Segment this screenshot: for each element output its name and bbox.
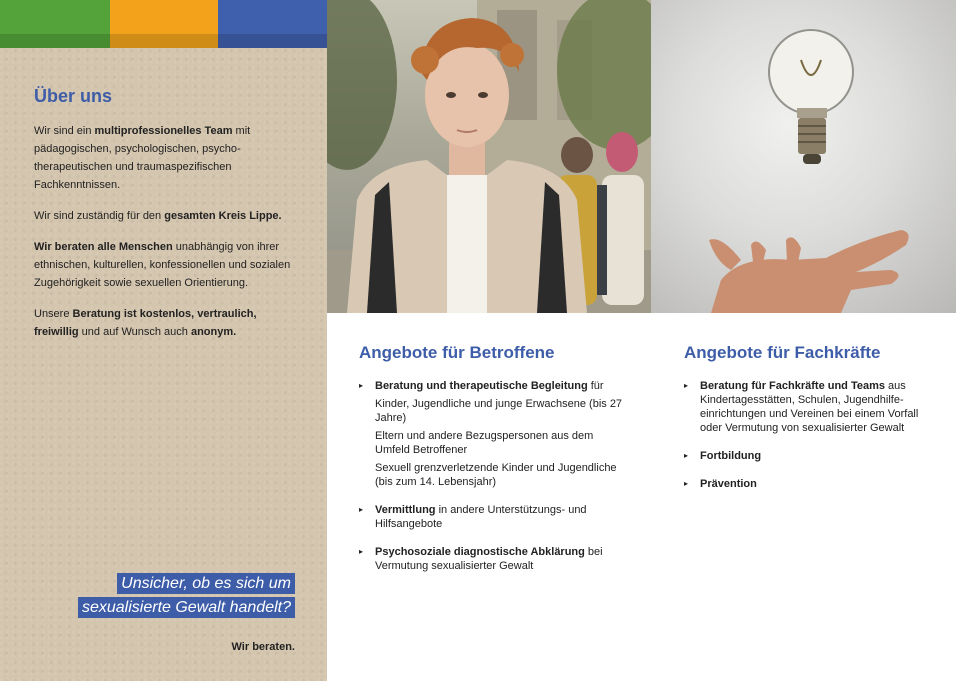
text-bold: Vermittlung	[375, 504, 436, 516]
list-item	[684, 477, 934, 491]
sub-item: Eltern und andere Bezugspersonen aus dem Umfeld Betroffener	[375, 430, 594, 456]
closing-text: Wir beraten.	[231, 641, 295, 653]
slogan-line-2: sexualisierte Gewalt handelt?	[78, 597, 295, 618]
teenager-illustration	[327, 0, 651, 313]
text: Wir sind ein	[34, 125, 95, 137]
about-paragraph-team	[34, 122, 304, 194]
slogan-line-1: Unsicher, ob es sich um	[117, 573, 295, 594]
color-bars	[0, 0, 327, 48]
bullet-icon: ▸	[359, 505, 364, 514]
about-text	[34, 122, 304, 354]
photo-teenager	[327, 0, 651, 313]
about-paragraph-everyone	[34, 238, 304, 292]
text-bold: Beratung für Fachkräfte und Teams	[700, 380, 885, 392]
color-bar-orange	[110, 0, 218, 48]
text: Wir sind zuständig für den	[34, 210, 165, 222]
sub-item: Sexuell grenzverletzende Kinder und Jugendliche (bis zum 14. Lebensjahr)	[375, 462, 617, 488]
about-title: Über uns	[34, 86, 113, 106]
text: und auf Wunsch auch	[78, 326, 191, 338]
text-bold: anonym.	[190, 326, 237, 338]
list-item	[684, 449, 934, 463]
bullet-icon: ▸	[684, 381, 689, 390]
text-bold: Prävention	[700, 478, 757, 490]
color-bar-green	[0, 0, 110, 48]
slogan	[78, 573, 295, 621]
text-bold: multiprofessionelles Team	[94, 125, 233, 137]
about-paragraph-region	[34, 207, 304, 225]
text-bold: Beratung ist kostenlos, vertraulich, freiwillig	[34, 308, 257, 338]
bullet-icon: ▸	[684, 479, 689, 488]
text: mit pädagogischen, psychologischen, psycho-therapeutischen und traumaspezifischen Fachkenntnissen.	[34, 125, 251, 191]
bullet-icon: ▸	[359, 381, 364, 390]
list-item	[359, 503, 629, 531]
text: aus Kindertagesstätten, Schulen, Jugendhilfe-einrichtungen und Vereinen bei einem Vorfall oder Vermutung von sexualisierter Gewalt	[700, 380, 919, 434]
about-paragraph-free	[34, 305, 304, 341]
fachkraefte-list	[684, 379, 934, 505]
text: bei Vermutung sexualisierter Gewalt	[375, 546, 603, 572]
photo-light-bulb	[651, 0, 956, 313]
list-item	[359, 545, 629, 573]
fachkraefte-title: Angebote für Fachkräfte	[684, 343, 881, 362]
text: in andere Unterstützungs- und Hilfsangebote	[375, 504, 587, 530]
betroffene-title: Angebote für Betroffene	[359, 343, 555, 362]
text: Unsere	[34, 308, 73, 320]
text: für	[587, 380, 604, 392]
bullet-icon: ▸	[359, 547, 364, 556]
text: unabhängig von ihrer ethnischen, kulturellen, konfessionellen und sozialen Zugehörigkeit sowie sexuellen Orientierung.	[34, 241, 291, 289]
list-item	[684, 379, 934, 435]
text-bold: Psychosoziale diagnostische Abklärung	[375, 546, 585, 558]
bullet-icon: ▸	[684, 451, 689, 460]
text-bold: gesamten Kreis Lippe.	[164, 210, 282, 222]
list-item	[359, 379, 629, 489]
betroffene-list	[359, 379, 629, 587]
about-panel	[0, 0, 327, 681]
sub-item: Kinder, Jugendliche und junge Erwachsene (bis 27 Jahre)	[375, 398, 623, 424]
color-bar-blue	[218, 0, 327, 48]
text-bold: Fortbildung	[700, 450, 762, 462]
light-bulb-illustration	[651, 0, 956, 313]
text-bold: Wir beraten alle Menschen	[34, 241, 173, 253]
text-bold: Beratung und therapeutische Begleitung	[375, 380, 588, 392]
